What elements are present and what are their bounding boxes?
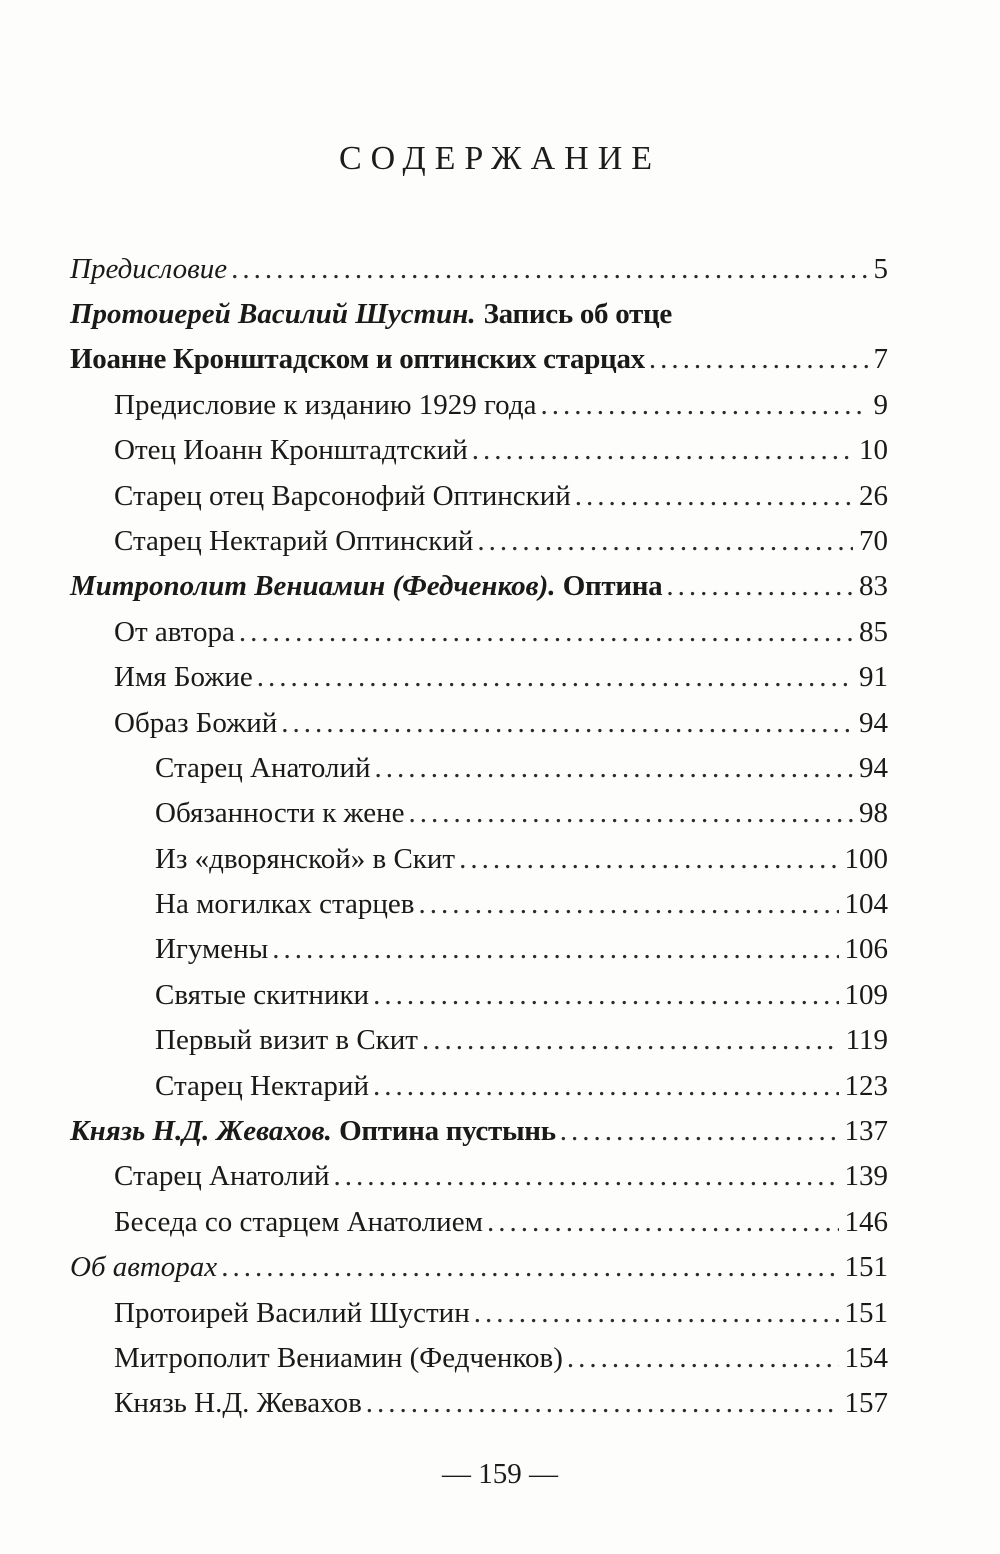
toc-entry [70,967,888,1012]
toc-entry-label: Предисловие к изданию 1929 года [114,387,540,423]
dot-leader [649,341,868,377]
toc-entry [70,650,888,695]
toc-page-number: 151 [839,1295,889,1331]
dot-leader [474,1295,839,1331]
toc-page-number: 70 [853,523,888,559]
toc-entry-label: Игумены [155,931,272,967]
toc-entry-label: Митрополит Вениамин (Федченков) [114,1340,567,1376]
dot-leader [666,568,853,604]
toc-page-number: 10 [853,432,888,468]
dot-leader [366,1385,839,1421]
toc-page-number: 9 [868,387,889,423]
page-title: СОДЕРЖАНИЕ [338,140,662,177]
toc-entry [70,468,888,513]
toc-page-number: 146 [839,1204,889,1240]
toc-entry [70,786,888,831]
dot-leader [239,614,853,650]
toc-page-number: 119 [840,1022,888,1058]
toc-entry-zhevakhov-section [70,1104,888,1149]
toc-entry-preface [70,242,888,287]
toc-entry-title: Оптина [562,570,663,603]
toc-page-number: 109 [839,977,889,1013]
toc-entry-label: Протоирей Василий Шустин [114,1295,474,1331]
dot-leader [281,705,853,741]
dot-leader [477,523,853,559]
dot-leader [472,432,853,468]
toc-entry [70,1331,888,1376]
toc-entry-author: Протоиерей Василий Шустин. [70,298,476,331]
toc-entry [70,741,888,786]
toc-entry-label: Старец Анатолий [114,1158,334,1194]
toc-page-number: 123 [839,1068,889,1104]
toc-entry-label: Старец отец Варсонофий Оптинский [114,478,575,514]
dot-leader [257,659,853,695]
toc-entry-label: На могилках старцев [155,886,418,922]
toc-entry-title: Запись об отце [483,298,672,331]
toc-page-number: 157 [839,1385,889,1421]
toc-entry [70,1194,888,1239]
toc-entry-label: Образ Божий [114,705,281,741]
toc-page-number: 83 [853,568,888,604]
toc-page-number: 91 [853,659,888,695]
dot-leader [422,1022,840,1058]
toc-page-number: 137 [839,1113,889,1149]
toc-entry [70,377,888,422]
toc-entry-label: Старец Анатолий [155,750,375,786]
toc-page-number: 94 [853,750,888,786]
toc-entry-label: Имя Божие [114,659,257,695]
toc-page-number: 106 [839,931,889,967]
toc-entry-title: Оптина пустынь [339,1115,556,1148]
toc-entry-label: Старец Нектарий [155,1068,373,1104]
toc-page-number: 26 [853,478,888,514]
toc-entry [70,922,888,967]
dot-leader [560,1113,839,1149]
toc-entry-label: От автора [114,614,239,650]
toc-entry-about-authors [70,1240,888,1285]
dot-leader [373,977,838,1013]
dot-leader [373,1068,839,1104]
toc-entry [70,695,888,740]
toc-page-number: 100 [839,841,889,877]
dot-leader [540,387,867,423]
page-number-footer: — 159 — [442,1458,558,1490]
toc-entry [70,604,888,649]
toc-page-number: 98 [853,795,888,831]
toc-entry [70,831,888,876]
toc-entry [70,1058,888,1103]
dot-leader [575,478,853,514]
dot-leader [408,795,853,831]
toc-entry-label: Отец Иоанн Кронштадтский [114,432,472,468]
toc-page-number: 5 [868,251,889,287]
dot-leader [272,931,838,967]
toc-entry [70,423,888,468]
toc-entry [70,877,888,922]
dot-leader [375,750,853,786]
dot-leader [231,251,867,287]
dot-leader [334,1158,839,1194]
toc-entry [70,1376,888,1421]
table-of-contents [70,242,888,1421]
toc-entry [70,1149,888,1194]
toc-entry [70,1013,888,1058]
dot-leader [418,886,838,922]
toc-entry-label [70,568,666,604]
toc-entry-label: Святые скитники [155,977,373,1013]
toc-page-number: 151 [839,1249,889,1285]
toc-entry-label: Князь Н.Д. Жевахов [114,1385,366,1421]
toc-entry-shustin-section [70,287,888,377]
toc-entry [70,514,888,559]
toc-entry-label: Первый визит в Скит [155,1022,422,1058]
toc-entry-author: Князь Н.Д. Жевахов. [70,1115,332,1148]
toc-page-number: 104 [839,886,889,922]
toc-page-number: 85 [853,614,888,650]
toc-page-number: 139 [839,1158,889,1194]
toc-page-number: 154 [839,1340,889,1376]
toc-entry-title-continued: Иоанне Кронштадском и оптинских старцах [70,341,649,377]
toc-entry-label [70,1113,560,1149]
toc-entry-label: Обязанности к жене [155,795,408,831]
toc-entry-label: Предисловие [70,251,231,287]
toc-entry-line-2 [70,332,888,377]
dot-leader [459,841,838,877]
toc-entry-label: Из «дворянской» в Скит [155,841,459,877]
toc-entry [70,1285,888,1330]
toc-page-number: 7 [868,341,889,377]
toc-entry-veniamin-section [70,559,888,604]
toc-entry-label: Об авторах [70,1249,221,1285]
dot-leader [567,1340,839,1376]
toc-entry-author: Митрополит Вениамин (Федченков). [70,570,556,603]
dot-leader [221,1249,838,1285]
toc-entry-line-1 [70,287,888,332]
dot-leader [487,1204,839,1240]
toc-entry-label: Беседа со старцем Анатолием [114,1204,487,1240]
toc-page-number: 94 [853,705,888,741]
toc-entry-label: Старец Нектарий Оптинский [114,523,477,559]
